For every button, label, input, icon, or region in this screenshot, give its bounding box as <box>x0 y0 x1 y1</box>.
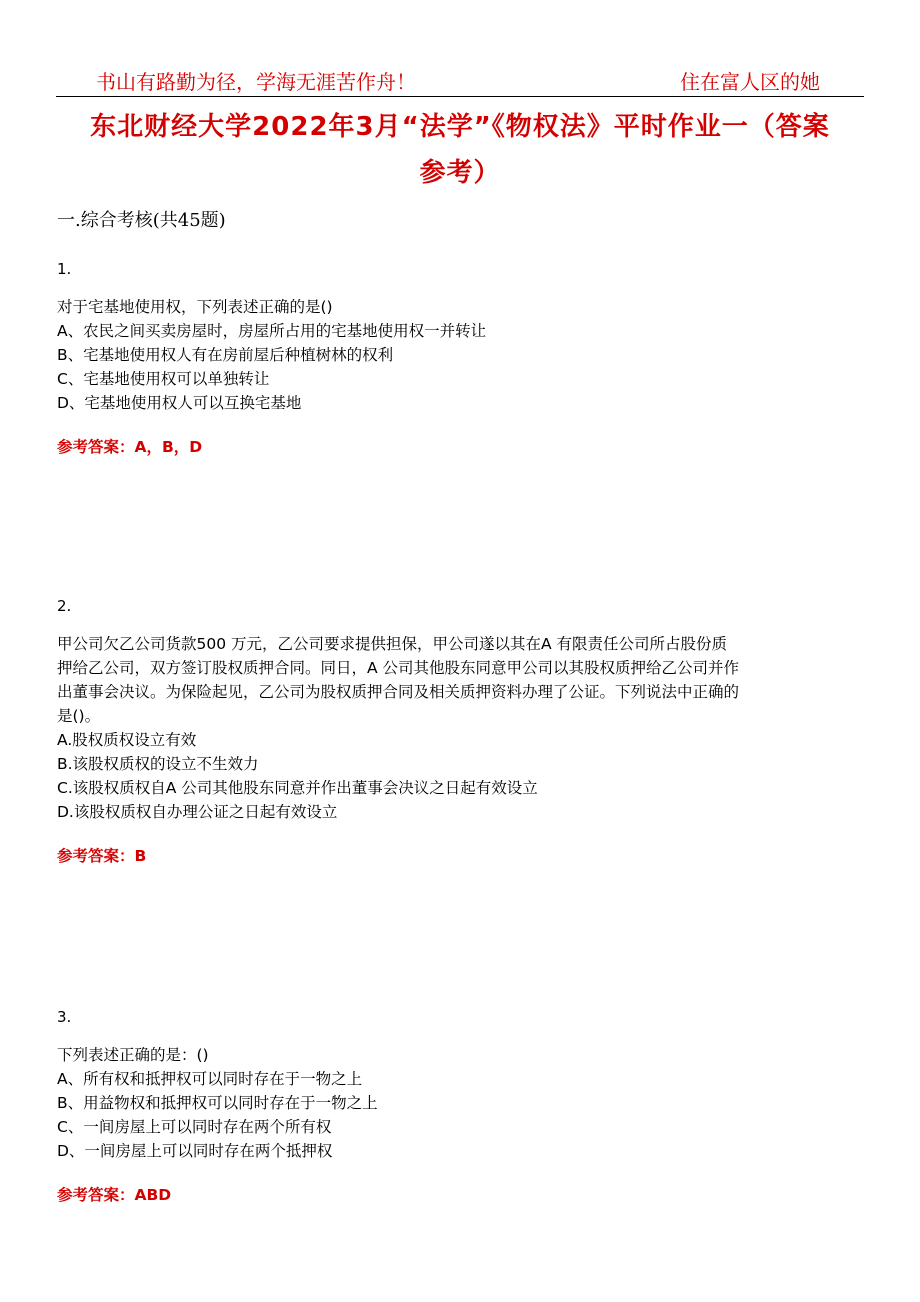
question-stem-line: 押给乙公司，双方签订股权质押合同。同日，A 公司其他股东同意甲公司以其股权质押给乙公司并作 <box>57 659 740 677</box>
question-option-a: A、农民之间买卖房屋时，房屋所占用的宅基地使用权一并转让 <box>57 322 487 340</box>
question-option-a: A.股权质权设立有效 <box>57 731 197 749</box>
question-option-d: D.该股权质权自办理公证之日起有效设立 <box>57 803 338 821</box>
question-number: 1. <box>57 260 72 278</box>
question-2 <box>57 594 865 868</box>
page-header <box>56 62 864 97</box>
question-option-d: D、一间房屋上可以同时存在两个抵押权 <box>57 1142 333 1160</box>
question-option-c: C.该股权质权自A 公司其他股东同意并作出董事会决议之日起有效设立 <box>57 779 538 797</box>
question-1 <box>57 257 865 459</box>
document-title-line-2: 参考） <box>419 158 501 188</box>
question-option-a: A、所有权和抵押权可以同时存在于一物之上 <box>57 1070 363 1088</box>
question-option-b: B、宅基地使用权人有在房前屋后种植树林的权利 <box>57 346 394 364</box>
question-option-b: B.该股权质权的设立不生效力 <box>57 755 259 773</box>
question-3 <box>57 1005 865 1207</box>
document-title-line-1: 东北财经大学2022年3月“法学”《物权法》平时作业一（答案 <box>90 112 830 142</box>
document-title <box>56 104 864 196</box>
question-option-c: C、宅基地使用权可以单独转让 <box>57 370 270 388</box>
question-stem-line: 下列表述正确的是：() <box>57 1046 209 1064</box>
question-number: 2. <box>57 597 72 615</box>
reference-answer: 参考答案：A，B，D <box>57 438 203 456</box>
reference-answer: 参考答案：ABD <box>57 1186 172 1204</box>
question-stem-line: 对于宅基地使用权，下列表述正确的是() <box>57 298 333 316</box>
question-option-d: D、宅基地使用权人可以互换宅基地 <box>57 394 302 412</box>
section-title: 一.综合考核(共45题) <box>57 210 226 231</box>
question-stem-line: 是()。 <box>57 707 101 725</box>
question-number: 3. <box>57 1008 72 1026</box>
question-option-c: C、一间房屋上可以同时存在两个所有权 <box>57 1118 332 1136</box>
header-motto: 书山有路勤为径，学海无涯苦作舟！ <box>96 70 416 94</box>
question-stem-line: 甲公司欠乙公司货款500 万元，乙公司要求提供担保，甲公司遂以其在A 有限责任公司所占股份质 <box>57 635 728 653</box>
question-option-b: B、用益物权和抵押权可以同时存在于一物之上 <box>57 1094 378 1112</box>
question-stem-line: 出董事会决议。为保险起见，乙公司为股权质押合同及相关质押资料办理了公证。下列说法中正确的 <box>57 683 740 701</box>
header-author: 住在富人区的她 <box>680 70 820 94</box>
reference-answer: 参考答案：B <box>57 847 147 865</box>
